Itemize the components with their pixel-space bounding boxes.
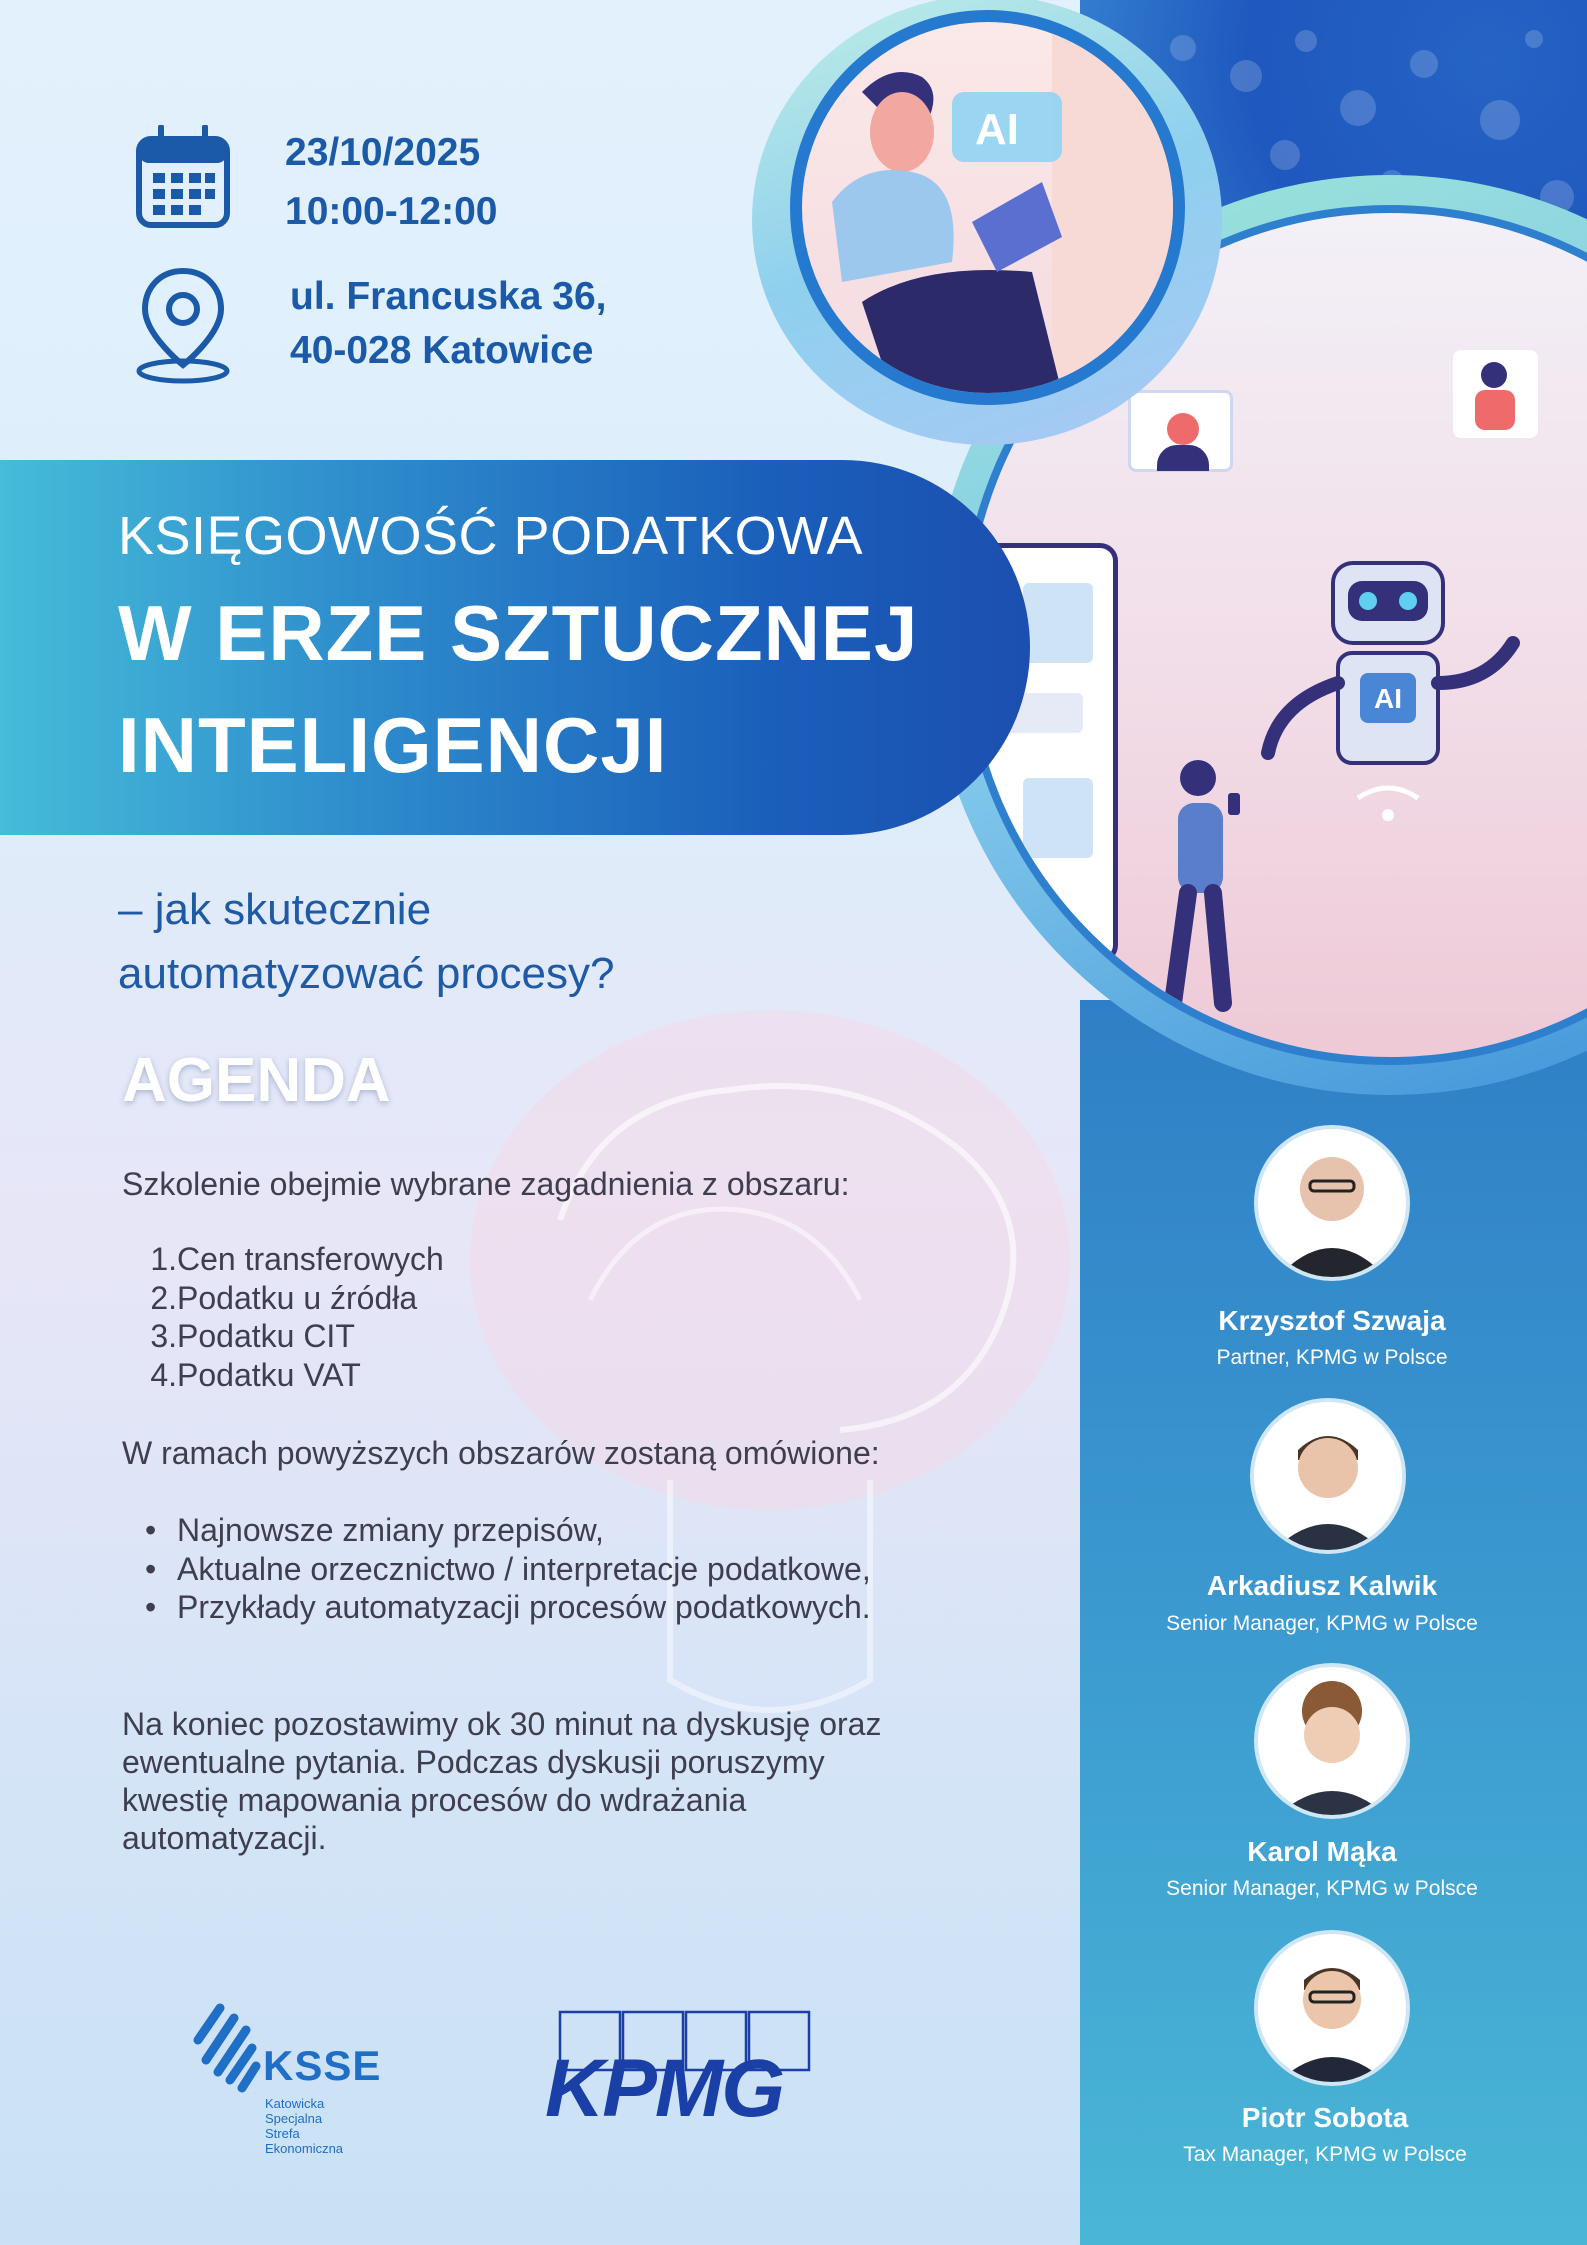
list-number: 3. xyxy=(150,1318,177,1354)
location-pin-icon xyxy=(135,265,231,385)
ksse-sub-line: Specjalna Strefa xyxy=(265,2111,323,2141)
list-item xyxy=(145,1240,444,1279)
closing-line: kwestię mapowania procesów do wdrażania xyxy=(122,1782,747,1818)
list-number: 2. xyxy=(150,1279,177,1316)
closing-line: ewentualne pytania. Podczas dyskusji poruszymy xyxy=(122,1744,825,1780)
title-line-1: KSIĘGOWOŚĆ PODATKOWA xyxy=(118,506,864,566)
avatar-card xyxy=(1128,390,1233,472)
ksse-stripes-icon xyxy=(190,2000,270,2100)
list-text: Podatku u źródła xyxy=(177,1279,418,1316)
title-line-2: W ERZE SZTUCZNEJ xyxy=(118,589,919,677)
address-line-2: 40-028 Katowice xyxy=(290,329,594,372)
list-number: 1. xyxy=(150,1241,177,1277)
avatar-body xyxy=(1157,445,1209,471)
person-laptop-icon xyxy=(802,22,1173,393)
person-avatar-icon xyxy=(1258,1934,1406,2082)
ai-label: AI xyxy=(975,105,1019,154)
speaker-photo xyxy=(1254,1930,1410,2086)
closing-line: Na koniec pozostawimy ok 30 minut na dyskusję oraz xyxy=(122,1706,882,1742)
list-text: Podatku VAT xyxy=(177,1356,361,1393)
event-time: 10:00-12:00 xyxy=(285,190,498,233)
avatar-card xyxy=(1453,350,1538,438)
agenda-intro: Szkolenie obejmie wybrane zagadnienia z obszaru: xyxy=(122,1166,850,1202)
bullet-list xyxy=(145,1511,871,1627)
speaker-photo xyxy=(1254,1663,1410,1819)
list-item xyxy=(145,1279,444,1318)
speaker-name: Krzysztof Szwaja xyxy=(1218,1305,1446,1336)
avatar-icon xyxy=(1023,778,1093,858)
calendar-icon xyxy=(135,125,231,230)
list-text: Cen transferowych xyxy=(177,1241,444,1277)
topic-list xyxy=(145,1240,444,1394)
agenda-closing xyxy=(122,1705,881,1857)
agenda-heading: AGENDA xyxy=(122,1046,391,1115)
speaker-role: Tax Manager, KPMG w Polsce xyxy=(1183,2143,1467,2166)
ksse-subtitle xyxy=(265,2096,343,2156)
list-item: • Najnowsze zmiany przepisów, xyxy=(145,1511,871,1550)
list-text: Podatku CIT xyxy=(177,1318,355,1354)
speaker-role: Senior Manager, KPMG w Polsce xyxy=(1166,1612,1478,1635)
subtitle-line-1: – jak skutecznie xyxy=(118,885,432,934)
robot-icon xyxy=(1238,553,1538,833)
list-number: 4. xyxy=(150,1356,177,1393)
robot-ai-label: AI xyxy=(1374,683,1402,714)
avatar-body xyxy=(1475,390,1515,430)
ksse-name: KSSE xyxy=(263,2042,382,2089)
person-with-phone-icon xyxy=(1148,753,1258,1013)
agenda-intro-2: W ramach powyższych obszarów zostaną omówione: xyxy=(122,1435,880,1471)
ksse-sub-line: Ekonomiczna xyxy=(265,2141,344,2156)
list-item xyxy=(145,1356,444,1395)
title-line-3: INTELIGENCJI xyxy=(118,701,668,789)
subtitle xyxy=(118,878,818,1006)
subtitle-line-2: automatyzować procesy? xyxy=(118,949,615,998)
speaker-photo xyxy=(1250,1398,1406,1554)
man-avatar-icon xyxy=(1481,362,1507,388)
speaker-role: Partner, KPMG w Polsce xyxy=(1216,1346,1448,1369)
address-line-1: ul. Francuska 36, xyxy=(290,275,607,318)
person-avatar-icon xyxy=(1258,1129,1406,1277)
kpmg-logo xyxy=(545,2008,815,2134)
list-item: • Aktualne orzecznictwo / interpretacje podatkowe, xyxy=(145,1550,871,1589)
person-avatar-icon xyxy=(1258,1667,1406,1815)
speaker-role: Senior Manager, KPMG w Polsce xyxy=(1166,1877,1478,1900)
list-item xyxy=(145,1317,444,1356)
person-avatar-icon xyxy=(1254,1402,1402,1550)
list-item: • Przykłady automatyzacji procesów podatkowych. xyxy=(145,1588,871,1627)
speaker-name: Piotr Sobota xyxy=(1241,2102,1409,2133)
woman-avatar-icon xyxy=(1167,413,1199,445)
speaker-photo xyxy=(1254,1125,1410,1281)
speaker-name: Karol Mąka xyxy=(1247,1836,1397,1867)
speaker-name: Arkadiusz Kalwik xyxy=(1206,1570,1438,1601)
top-illustration-circle xyxy=(790,10,1185,405)
avatar-icon xyxy=(1023,583,1093,663)
ksse-sub-line: Katowicka xyxy=(265,2096,325,2111)
event-date: 23/10/2025 xyxy=(285,131,481,174)
kpmg-name: KPMG xyxy=(545,2043,783,2134)
closing-line: automatyzacji. xyxy=(122,1820,327,1856)
